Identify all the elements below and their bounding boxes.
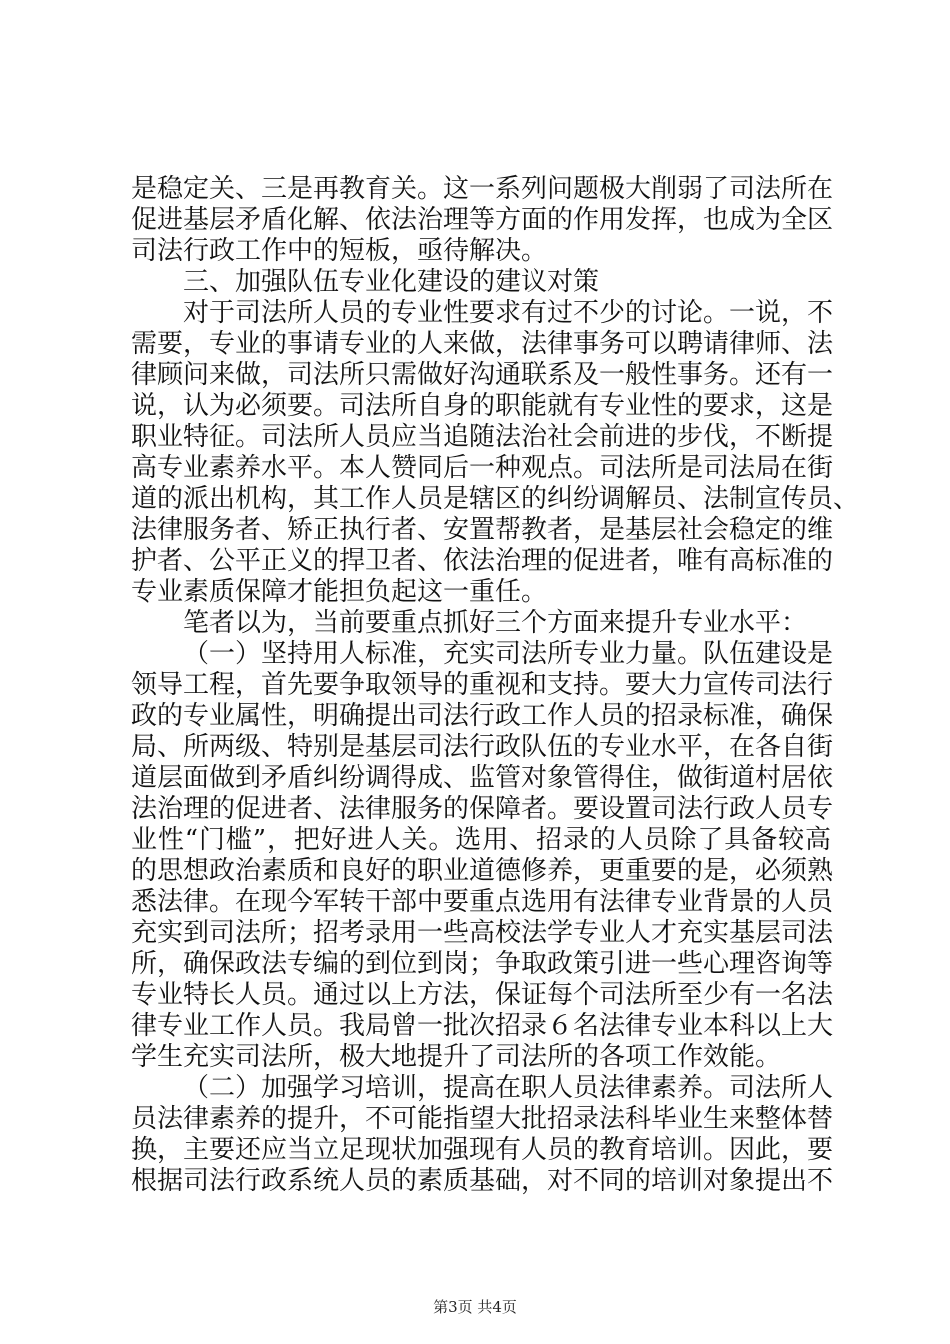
body-text-line: 职业特征。司法所人员应当追随法治社会前进的步伐，不断提 — [131, 422, 834, 452]
body-text-line: 所，确保政法专编的到位到岗；争取政策引进一些心理咨询等 — [131, 949, 834, 979]
body-text-line: 律顾问来做，司法所只需做好沟通联系及一般性事务。还有一 — [131, 360, 834, 390]
body-text-line: 笔者以为，当前要重点抓好三个方面来提升专业水平： — [183, 608, 808, 638]
subsection-heading-line: （一）坚持用人标准，充实司法所专业力量。队伍建设是 — [183, 639, 834, 669]
body-text-line: 法治理的促进者、法律服务的保障者。要设置司法行政人员专 — [131, 794, 834, 824]
body-text-line: 业性“门槛”，把好进人关。选用、招录的人员除了具备较高 — [131, 825, 831, 855]
body-text-line: 学生充实司法所，极大地提升了司法所的各项工作效能。 — [131, 1042, 782, 1072]
body-text-line: 换，主要还应当立足现状加强现有人员的教育培训。因此，要 — [131, 1135, 834, 1165]
body-text-line: 护者、公平正义的捍卫者、依法治理的促进者，唯有高标准的 — [131, 546, 834, 576]
body-text-line: 员法律素养的提升，不可能指望大批招录法科毕业生来整体替 — [131, 1104, 834, 1134]
body-text-line: 局、所两级、特别是基层司法行政队伍的专业水平，在各自街 — [131, 732, 834, 762]
body-text-line: 充实到司法所；招考录用一些高校法学专业人才充实基层司法 — [131, 918, 834, 948]
body-text-line: 政的专业属性，明确提出司法行政工作人员的招录标准，确保 — [131, 701, 834, 731]
body-text-line: 需要，专业的事请专业的人来做，法律事务可以聘请律师、法 — [131, 329, 834, 359]
body-text-line: 专业素质保障才能担负起这一重任。 — [131, 577, 548, 607]
section-heading: 三、加强队伍专业化建设的建议对策 — [183, 267, 600, 297]
body-text-line: 专业特长人员。通过以上方法，保证每个司法所至少有一名法 — [131, 980, 834, 1010]
page-footer: 第3页 共4页 — [433, 1298, 517, 1316]
body-text-line: 高专业素养水平。本人赞同后一种观点。司法所是司法局在街 — [131, 453, 834, 483]
body-text-line: 道的派出机构，其工作人员是辖区的纠纷调解员、法制宣传员、 — [131, 484, 860, 514]
body-text-line: 促进基层矛盾化解、依法治理等方面的作用发挥，也成为全区 — [131, 205, 834, 235]
body-text-line: 领导工程，首先要争取领导的重视和支持。要大力宣传司法行 — [131, 670, 834, 700]
body-text-line: 根据司法行政系统人员的素质基础，对不同的培训对象提出不 — [131, 1166, 834, 1196]
body-text-line: 说，认为必须要。司法所自身的职能就有专业性的要求，这是 — [131, 391, 834, 421]
body-text-line: 司法行政工作中的短板，亟待解决。 — [131, 236, 548, 266]
body-text-line: 律专业工作人员。我局曾一批次招录６名法律专业本科以上大 — [131, 1011, 834, 1041]
body-text-line: 的思想政治素质和良好的职业道德修养，更重要的是，必须熟 — [131, 856, 834, 886]
subsection-heading-line: （二）加强学习培训，提高在职人员法律素养。司法所人 — [183, 1073, 834, 1103]
body-text-line: 是稳定关、三是再教育关。这一系列问题极大削弱了司法所在 — [131, 174, 834, 204]
body-text-line: 道层面做到矛盾纠纷调得成、监管对象管得住，做街道村居依 — [131, 763, 834, 793]
body-text-line: 法律服务者、矫正执行者、安置帮教者，是基层社会稳定的维 — [131, 515, 834, 545]
body-text-line: 悉法律。在现今军转干部中要重点选用有法律专业背景的人员 — [131, 887, 834, 917]
body-text-line: 对于司法所人员的专业性要求有过不少的讨论。一说，不 — [183, 298, 834, 328]
